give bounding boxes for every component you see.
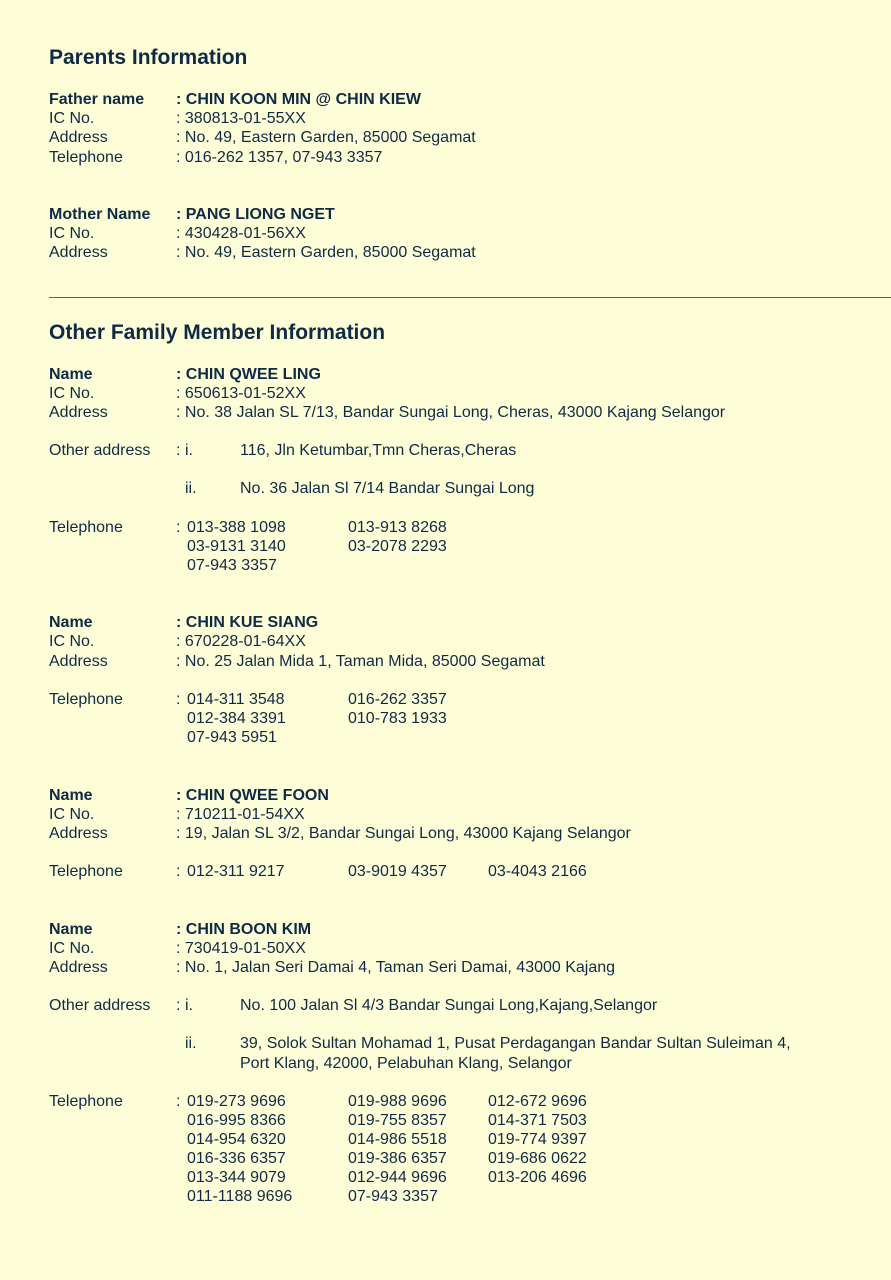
member1-address-label: Address	[49, 404, 108, 421]
family-heading: Other Family Member Information	[49, 321, 386, 344]
member3-address-value: : 19, Jalan SL 3/2, Bandar Sungai Long, 43000 Kajang Selangor	[176, 825, 631, 842]
member3-address-label: Address	[49, 825, 108, 842]
member1-other-address-num: i.	[185, 442, 193, 459]
member1-telephone-colon: :	[176, 519, 181, 536]
member4-phone: 011-1188 9696	[187, 1188, 293, 1205]
member2-ic-value: : 670228-01-64XX	[176, 633, 306, 650]
member4-phone: 014-986 5518	[348, 1131, 447, 1148]
parents-heading: Parents Information	[49, 46, 248, 69]
member4-ic-label: IC No.	[49, 940, 95, 957]
father-address-value: : No. 49, Eastern Garden, 85000 Segamat	[176, 129, 476, 146]
member1-address-value: : No. 38 Jalan SL 7/13, Bandar Sungai Long, Cheras, 43000 Kajang Selangor	[176, 404, 726, 421]
member4-phone: 014-371 7503	[488, 1112, 587, 1129]
mother-ic-value: : 430428-01-56XX	[176, 225, 306, 242]
member1-other-address-colon: :	[176, 442, 181, 459]
member1-other-address-text: No. 36 Jalan Sl 7/14 Bandar Sungai Long	[240, 480, 535, 497]
mother-name-value: : PANG LIONG NGET	[176, 206, 335, 223]
member2-telephone-label: Telephone	[49, 691, 123, 708]
member4-phone: 019-273 9696	[187, 1093, 286, 1110]
member4-ic-value: : 730419-01-50XX	[176, 940, 306, 957]
member2-phone: 014-311 3548	[187, 691, 285, 708]
member2-phone: 016-262 3357	[348, 691, 447, 708]
member4-phone: 012-672 9696	[488, 1093, 587, 1110]
member4-phone: 07-943 3357	[348, 1188, 438, 1205]
member4-phone: 019-386 6357	[348, 1150, 447, 1167]
member4-other-address-label: Other address	[49, 997, 151, 1014]
member4-phone: 019-774 9397	[488, 1131, 587, 1148]
member1-phone: 03-9131 3140	[187, 538, 286, 555]
member2-phone: 010-783 1933	[348, 710, 447, 727]
member3-phone: 03-9019 4357	[348, 863, 447, 880]
member4-phone: 012-944 9696	[348, 1169, 447, 1186]
member4-phone: 019-686 0622	[488, 1150, 587, 1167]
member1-ic-label: IC No.	[49, 385, 95, 402]
member3-phone: 012-311 9217	[187, 863, 285, 880]
father-telephone-value: : 016-262 1357, 07-943 3357	[176, 149, 383, 166]
father-name-label: Father name	[49, 91, 145, 108]
member4-other-address-num: i.	[185, 997, 193, 1014]
member1-phone: 03-2078 2293	[348, 538, 447, 555]
member4-telephone-label: Telephone	[49, 1093, 123, 1110]
member4-phone: 019-988 9696	[348, 1093, 447, 1110]
member3-ic-value: : 710211-01-54XX	[176, 806, 305, 823]
member3-name-label: Name	[49, 787, 93, 804]
member3-telephone-colon: :	[176, 863, 181, 880]
father-name-value: : CHIN KOON MIN @ CHIN KIEW	[176, 91, 421, 108]
member1-other-address-text: 116, Jln Ketumbar,Tmn Cheras,Cheras	[240, 442, 517, 459]
member4-other-address-colon: :	[176, 997, 181, 1014]
member4-other-address-num: ii.	[185, 1035, 197, 1052]
member4-name-label: Name	[49, 921, 93, 938]
member4-phone: 014-954 6320	[187, 1131, 286, 1148]
mother-ic-label: IC No.	[49, 225, 95, 242]
father-telephone-label: Telephone	[49, 149, 123, 166]
member4-other-address-text: 39, Solok Sultan Mohamad 1, Pusat Perdagangan Bandar Sultan Suleiman 4,	[240, 1035, 791, 1052]
member4-address-value: : No. 1, Jalan Seri Damai 4, Taman Seri Damai, 43000 Kajang	[176, 959, 616, 976]
member1-name-value: : CHIN QWEE LING	[176, 366, 321, 383]
member3-phone: 03-4043 2166	[488, 863, 587, 880]
member4-other-address-text: No. 100 Jalan Sl 4/3 Bandar Sungai Long,Kajang,Selangor	[240, 997, 658, 1014]
member2-name-label: Name	[49, 614, 93, 631]
father-ic-label: IC No.	[49, 110, 95, 127]
member4-phone: 016-995 8366	[187, 1112, 286, 1129]
member1-telephone-label: Telephone	[49, 519, 123, 536]
member4-name-value: : CHIN BOON KIM	[176, 921, 312, 938]
member1-phone: 07-943 3357	[187, 557, 277, 574]
member3-telephone-label: Telephone	[49, 863, 123, 880]
member2-address-value: : No. 25 Jalan Mida 1, Taman Mida, 85000 Segamat	[176, 653, 545, 670]
member4-telephone-colon: :	[176, 1093, 181, 1110]
section-divider	[49, 297, 891, 298]
member1-ic-value: : 650613-01-52XX	[176, 385, 306, 402]
member2-phone: 012-384 3391	[187, 710, 286, 727]
member2-name-value: : CHIN KUE SIANG	[176, 614, 319, 631]
member1-name-label: Name	[49, 366, 93, 383]
member4-phone: 019-755 8357	[348, 1112, 447, 1129]
member1-other-address-label: Other address	[49, 442, 151, 459]
member4-phone: 016-336 6357	[187, 1150, 286, 1167]
mother-name-label: Mother Name	[49, 206, 151, 223]
member4-other-address-text: Port Klang, 42000, Pelabuhan Klang, Selangor	[240, 1055, 572, 1072]
member2-address-label: Address	[49, 653, 108, 670]
father-ic-value: : 380813-01-55XX	[176, 110, 306, 127]
member4-phone: 013-344 9079	[187, 1169, 286, 1186]
member1-phone: 013-388 1098	[187, 519, 286, 536]
member2-telephone-colon: :	[176, 691, 181, 708]
mother-address-label: Address	[49, 244, 108, 261]
member1-phone: 013-913 8268	[348, 519, 447, 536]
member4-phone: 013-206 4696	[488, 1169, 587, 1186]
member3-name-value: : CHIN QWEE FOON	[176, 787, 329, 804]
mother-address-value: : No. 49, Eastern Garden, 85000 Segamat	[176, 244, 476, 261]
member4-address-label: Address	[49, 959, 108, 976]
member2-ic-label: IC No.	[49, 633, 95, 650]
member2-phone: 07-943 5951	[187, 729, 277, 746]
member3-ic-label: IC No.	[49, 806, 95, 823]
member1-other-address-num: ii.	[185, 480, 197, 497]
father-address-label: Address	[49, 129, 108, 146]
